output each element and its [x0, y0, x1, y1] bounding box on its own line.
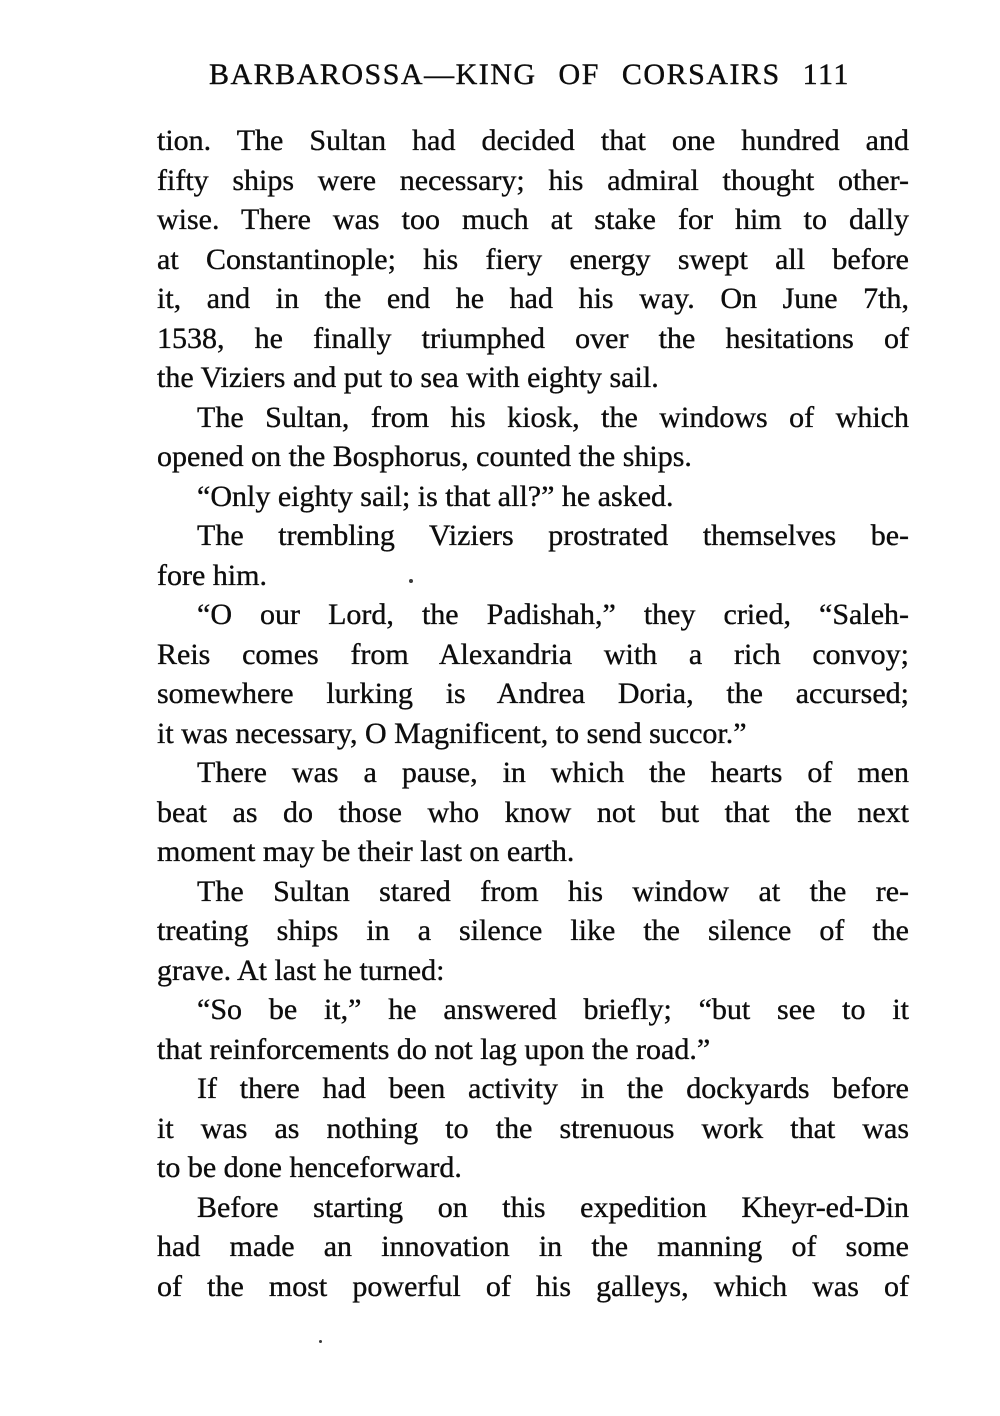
page-header: [157, 57, 957, 93]
text-line: somewhere lurking is Andrea Doria, the accursed;: [157, 677, 909, 710]
text-line: “So be it,” he answered briefly; “but see to it: [197, 993, 909, 1026]
text-line: The Sultan stared from his window at the re-: [197, 874, 909, 908]
text-line: it was necessary, O Magnificent, to send succor.”: [157, 716, 747, 750]
text-line: it was as nothing to the strenuous work that was: [157, 1111, 909, 1145]
text-line: 1538, he finally triumphed over the hesitations of: [157, 321, 909, 355]
text-line: treating ships in a silence like the silence of the: [157, 914, 909, 947]
page-header-title: BARBAROSSA—KING OF CORSAIRS: [209, 58, 781, 91]
text-line: fore him.: [157, 558, 267, 592]
text-line: If there had been activity in the dockyards before: [197, 1072, 909, 1105]
text-line: the Viziers and put to sea with eighty sail.: [157, 361, 659, 394]
text-line: “Only eighty sail; is that all?” he asked.: [197, 479, 674, 513]
text-line: grave. At last he turned:: [157, 953, 445, 987]
text-line: opened on the Bosphorus, counted the ships.: [157, 440, 692, 473]
text-line: The Sultan, from his kiosk, the windows of which: [197, 400, 909, 434]
text-line: had made an innovation in the manning of some: [157, 1230, 909, 1263]
text-line: beat as do those who know not but that the next: [157, 795, 909, 829]
text-line: fifty ships were necessary; his admiral thought other-: [157, 163, 909, 197]
text-line: at Constantinople; his fiery energy swept all before: [157, 242, 909, 276]
text-line: The trembling Viziers prostrated themselves be-: [197, 519, 909, 552]
text-line: of the most powerful of his galleys, which was of: [157, 1269, 909, 1303]
paragraph: [157, 753, 909, 872]
text-line: to be done henceforward.: [157, 1151, 462, 1184]
text-line: “O our Lord, the Padishah,” they cried, “Saleh-: [197, 598, 909, 631]
text-line: it, and in the end he had his way. On June 7th,: [157, 282, 909, 315]
paragraph: [157, 872, 909, 991]
paragraph: [157, 477, 909, 517]
page-number: 111: [802, 58, 850, 91]
paragraph: [157, 1188, 909, 1307]
text-line: tion. The Sultan had decided that one hundred and: [157, 124, 909, 157]
page-body: [157, 121, 909, 1306]
paragraph: [157, 516, 909, 595]
text-line: moment may be their last on earth.: [157, 835, 575, 868]
paragraph: [157, 398, 909, 477]
text-line: Reis comes from Alexandria with a rich convoy;: [157, 637, 909, 671]
text-line: Before starting on this expedition Kheyr-ed-Din: [197, 1190, 909, 1224]
scan-speck: [319, 1340, 322, 1343]
text-line: that reinforcements do not lag upon the road.”: [157, 1032, 711, 1066]
text-line: wise. There was too much at stake for him to dally: [157, 203, 909, 236]
scan-speck: [409, 579, 413, 583]
paragraph: [157, 595, 909, 753]
paragraph: [157, 1069, 909, 1188]
paragraph: [157, 990, 909, 1069]
paragraph: [157, 121, 909, 398]
text-line: There was a pause, in which the hearts of men: [197, 756, 909, 789]
